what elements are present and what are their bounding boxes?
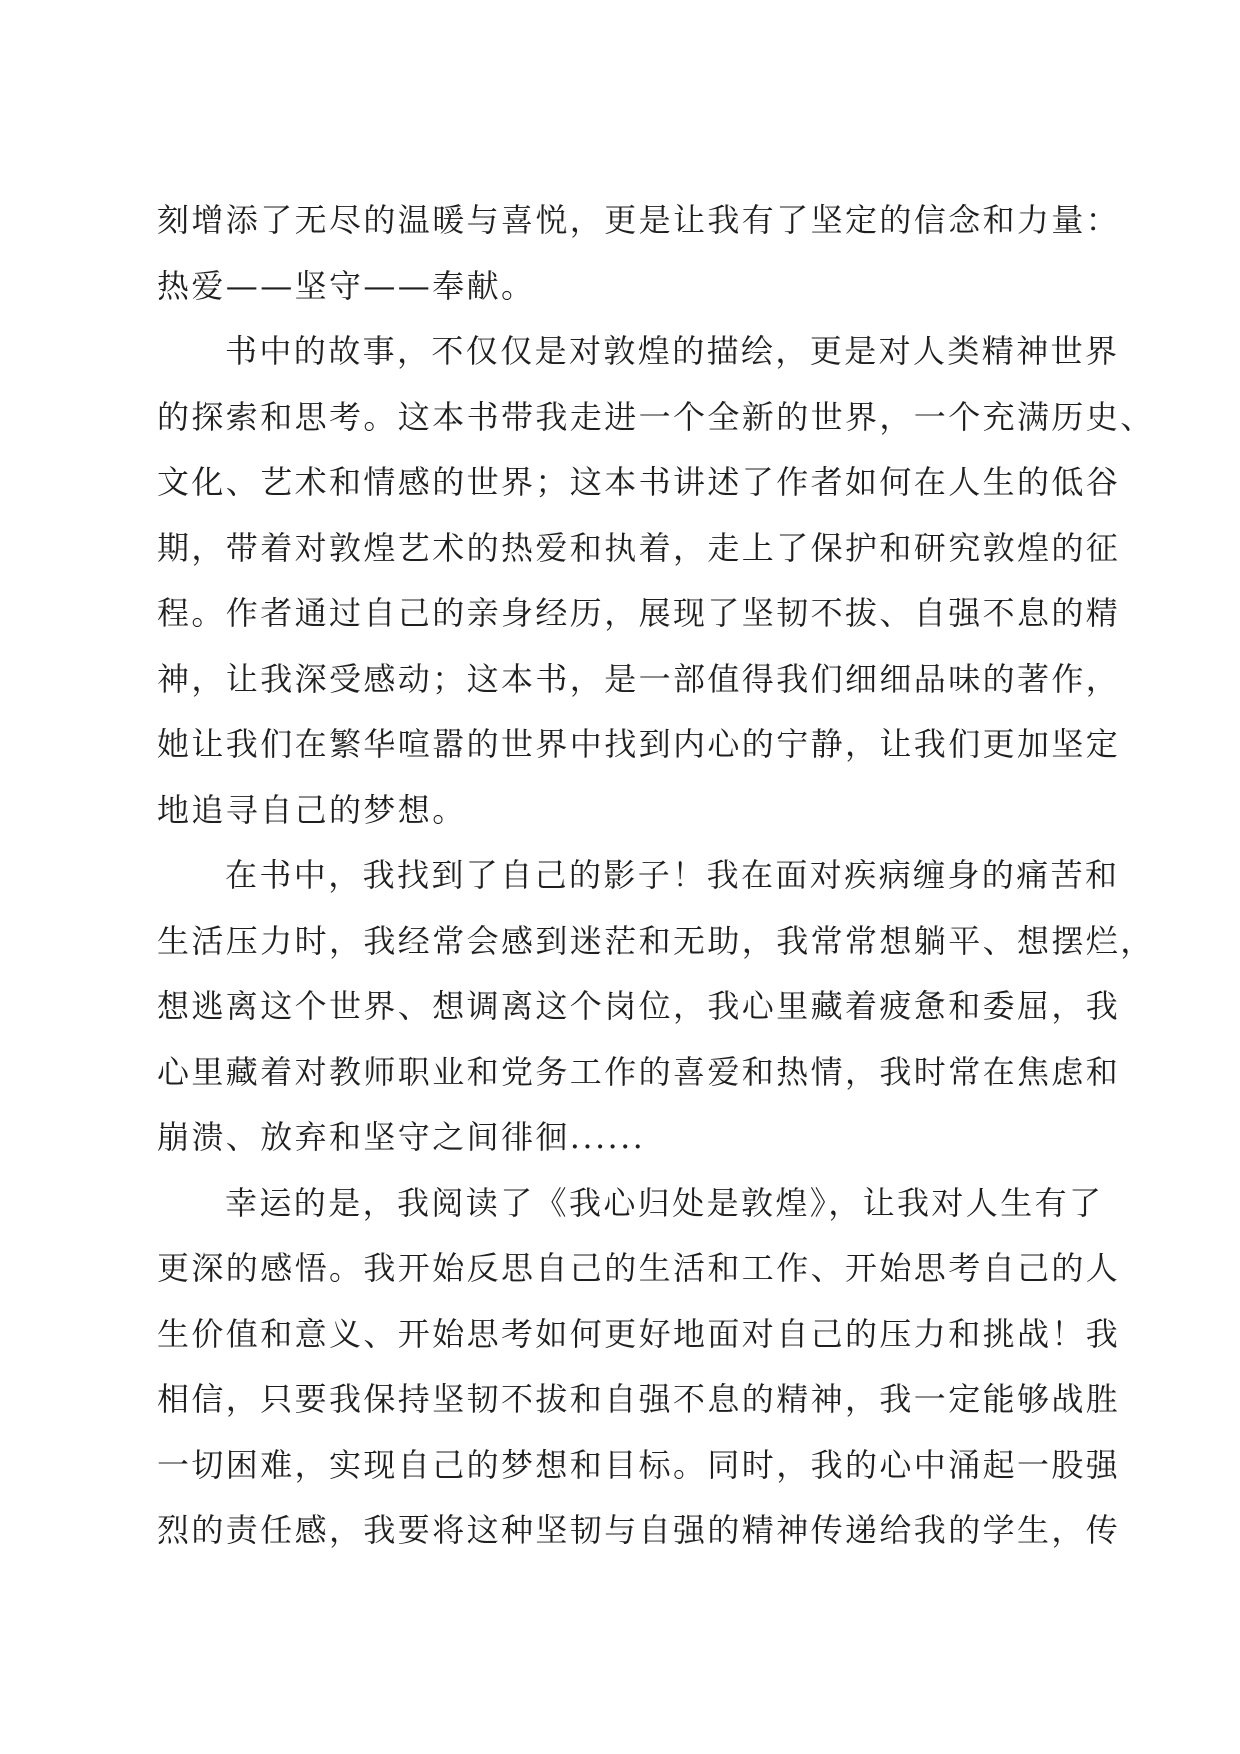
text-line: 刻增添了无尽的温暖与喜悦，更是让我有了坚定的信念和力量： xyxy=(157,201,1121,239)
paragraph-first-line: 在书中，我找到了自己的影子！我在面对疾病缠身的痛苦和 xyxy=(225,856,1120,894)
text-line: 生价值和意义、开始思考如何更好地面对自己的压力和挑战！我 xyxy=(157,1314,1121,1353)
paragraph-first-line: 书中的故事，不仅仅是对敦煌的描绘，更是对人类精神世界 xyxy=(225,332,1120,370)
text-line: 想逃离这个世界、想调离这个岗位，我心里藏着疲惫和委屈，我 xyxy=(157,987,1121,1025)
text-line: 烈的责任感，我要将这种坚韧与自强的精神传递给我的学生，传 xyxy=(157,1511,1121,1549)
text-line: 神，让我深受感动；这本书，是一部值得我们细细品味的著作， xyxy=(157,659,1121,698)
text-line: 地追寻自己的梦想。 xyxy=(157,790,467,829)
text-line: 一切困难，实现自己的梦想和目标。同时，我的心中涌起一股强 xyxy=(157,1445,1121,1484)
text-line: 更深的感悟。我开始反思自己的生活和工作、开始思考自己的人 xyxy=(157,1249,1121,1287)
text-line: 程。作者通过自己的亲身经历，展现了坚韧不拔、自强不息的精 xyxy=(157,594,1121,632)
text-line: 相信，只要我保持坚韧不拔和自强不息的精神，我一定能够战胜 xyxy=(157,1380,1121,1418)
text-line: 的探索和思考。这本书带我走进一个全新的世界，一个充满历史、 xyxy=(157,397,1155,436)
body-text xyxy=(157,188,1155,1564)
text-line: 她让我们在繁华喧嚣的世界中找到内心的宁静，让我们更加坚定 xyxy=(157,725,1121,763)
text-line: 崩溃、放弃和坚守之间徘徊...... xyxy=(157,1118,646,1156)
text-line: 文化、艺术和情感的世界；这本书讲述了作者如何在人生的低谷 xyxy=(157,463,1121,501)
text-line: 生活压力时，我经常会感到迷茫和无助，我常常想躺平、想摆烂， xyxy=(157,921,1155,960)
text-line: 期，带着对敦煌艺术的热爱和执着，走上了保护和研究敦煌的征 xyxy=(157,528,1121,567)
paragraph-first-line: 幸运的是，我阅读了《我心归处是敦煌》，让我对人生有了 xyxy=(225,1183,1104,1222)
text-line: 热爱——坚守——奉献。 xyxy=(157,266,536,305)
text-line: 心里藏着对教师职业和党务工作的喜爱和热情，我时常在焦虑和 xyxy=(157,1052,1121,1091)
